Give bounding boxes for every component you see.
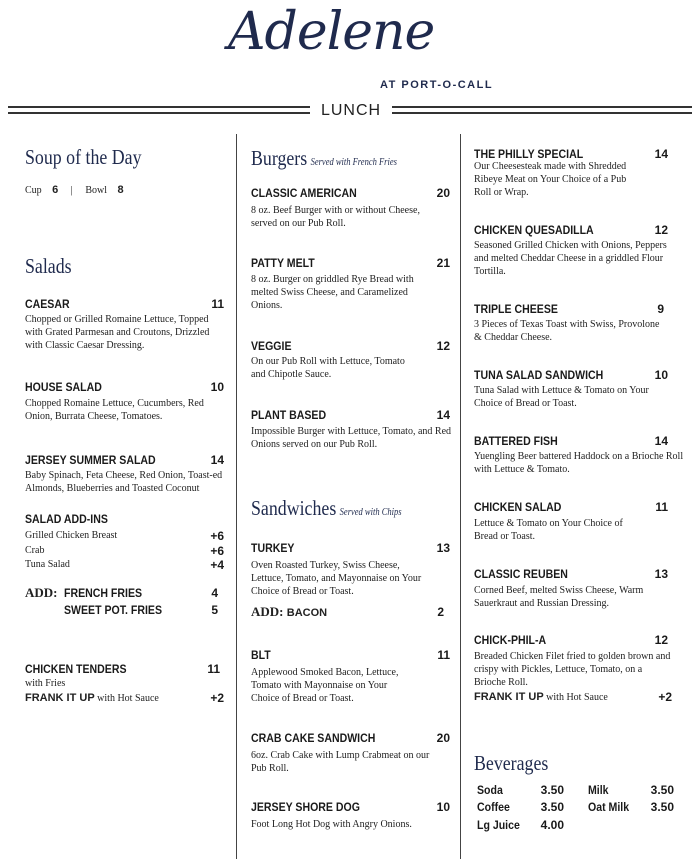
beverage-name: Oat Milk <box>588 800 630 814</box>
logo: Adelene <box>228 2 435 62</box>
salad-price: 14 <box>210 453 224 467</box>
sandwich-price: 11 <box>437 648 450 662</box>
sandwiches-title-text: Sandwiches <box>251 496 337 520</box>
sandwich-name: CRAB CAKE SANDWICH <box>251 731 376 745</box>
frank-description: with Hot Sauce <box>546 692 608 703</box>
right-item-name: TUNA SALAD SANDWICH <box>474 368 604 382</box>
right-item-description: Seasoned Grilled Chicken with Onions, Peppers and melted Cheddar Cheese in a griddled Flour Tortilla. <box>474 240 667 277</box>
sandwiches-title <box>251 496 402 521</box>
sandwiches-note: Served with Chips <box>339 507 402 518</box>
right-item-name: BATTERED FISH <box>474 434 558 448</box>
column-divider-left <box>236 134 237 859</box>
burger-name: CLASSIC AMERICAN <box>251 186 357 200</box>
burger-name: VEGGIE <box>251 339 292 353</box>
menu-title: LUNCH <box>320 102 382 119</box>
cup-price: 6 <box>52 184 59 196</box>
sandwich-description: 6oz. Crab Cake with Lump Crabmeat on our Pub Roll. <box>251 750 430 774</box>
right-item-name: CLASSIC REUBEN <box>474 567 568 581</box>
sandwich-name: JERSEY SHORE DOG <box>251 800 360 814</box>
salad-description: Chopped or Grilled Romaine Lettuce, Topped with Grated Parmesan and Croutons, Drizzled with Classic Caesar Dressing. <box>25 314 210 351</box>
right-item-price: 10 <box>654 368 668 382</box>
frank-description: with Hot Sauce <box>97 693 159 704</box>
burger-name: PLANT BASED <box>251 408 327 422</box>
sandwich-price: 13 <box>436 541 450 555</box>
right-item-price: 14 <box>654 147 668 161</box>
beverage-name: Lg Juice <box>477 818 520 832</box>
frank-label: FRANK IT UP <box>25 692 95 704</box>
salad-name: JERSEY SUMMER SALAD <box>25 453 156 467</box>
tenders-description: with Fries <box>25 678 66 689</box>
right-item-description: Lettuce & Tomato on Your Choice of Bread or Toast. <box>474 518 623 542</box>
right-item-price: 13 <box>654 567 668 581</box>
salad-price: 10 <box>210 380 224 394</box>
burger-price: 14 <box>436 408 450 422</box>
soup-sizes <box>25 184 124 196</box>
right-item-name: CHICKEN QUESADILLA <box>474 223 594 237</box>
burger-description: Impossible Burger with Lettuce, Tomato, and Red Onions served on our Pub Roll. <box>251 426 452 450</box>
right-item-description: Tuna Salad with Lettuce & Tomato on Your Choice of Bread or Toast. <box>474 385 649 409</box>
beverage-name: Coffee <box>477 800 510 814</box>
frank-label: FRANK IT UP <box>474 691 544 703</box>
addin-name: Grilled Chicken Breast <box>25 530 118 541</box>
right-item-description: Our Cheesesteak made with Shredded Ribeye Meat on Your Choice of a Pub Roll or Wrap. <box>474 161 627 198</box>
burgers-title <box>251 146 397 171</box>
add-fries-price: 4 <box>211 586 218 600</box>
right-item-name: CHICKEN SALAD <box>474 500 562 514</box>
beverage-price: 4.00 <box>540 818 564 832</box>
sandwich-price: 20 <box>436 731 450 745</box>
header-rule-left <box>8 104 310 118</box>
header-rule-right <box>392 104 692 118</box>
tenders-name: CHICKEN TENDERS <box>25 662 127 676</box>
burger-price: 20 <box>436 186 450 200</box>
bowl-price: 8 <box>117 184 124 196</box>
salads-title: Salads <box>25 254 72 278</box>
right-frank <box>474 691 608 703</box>
sandwich-price: 10 <box>436 800 450 814</box>
cup-label: Cup <box>25 185 42 196</box>
right-item-name: CHICK-PHIL-A <box>474 633 547 647</box>
beverage-price: 3.50 <box>650 783 674 797</box>
soup-separator: | <box>70 185 73 196</box>
addin-price: +6 <box>210 544 224 558</box>
beverage-name: Soda <box>477 783 503 797</box>
addin-name: Tuna Salad <box>25 559 70 570</box>
burgers-note: Served with French Fries <box>310 157 397 168</box>
addin-price: +4 <box>210 558 224 572</box>
sandwich-description: Foot Long Hot Dog with Angry Onions. <box>251 819 412 830</box>
right-item-price: 12 <box>654 223 668 237</box>
add-label: ADD: <box>25 585 58 600</box>
salad-name: HOUSE SALAD <box>25 380 102 394</box>
beverages-title: Beverages <box>474 751 549 775</box>
sandwich-name: TURKEY <box>251 541 295 555</box>
sandwich-add-item: BACON <box>286 607 328 619</box>
add-sweet-fries-name: SWEET POT. FRIES <box>64 603 162 617</box>
addins-title: SALAD ADD-INS <box>25 512 108 526</box>
right-item-description: Yuengling Beer battered Haddock on a Brioche Roll with Lettuce & Tomato. <box>474 451 684 475</box>
tenders-price: 11 <box>207 662 220 676</box>
addin-price: +6 <box>210 529 224 543</box>
right-item-price: 11 <box>655 500 668 514</box>
sandwich-add-price: 2 <box>437 605 444 619</box>
frank-price: +2 <box>210 691 224 705</box>
right-item-description: Breaded Chicken Filet fried to golden brown and crispy with Pickles, Lettuce, Tomato, on a Brioche Roll. <box>474 651 671 688</box>
right-item-description: 3 Pieces of Texas Toast with Swiss, Provolone & Cheddar Cheese. <box>474 319 660 343</box>
beverage-price: 3.50 <box>650 800 674 814</box>
salad-description: Baby Spinach, Feta Cheese, Red Onion, Toast-ed Almonds, Blueberries and Toasted Coconut <box>25 470 223 494</box>
column-divider-right <box>460 134 461 859</box>
right-item-name: TRIPLE CHEESE <box>474 302 558 316</box>
beverage-price: 3.50 <box>540 800 564 814</box>
salad-description: Chopped Romaine Lettuce, Cucumbers, Red Onion, Burrata Cheese, Tomatoes. <box>25 398 204 422</box>
add-fries-name: FRENCH FRIES <box>64 586 143 600</box>
soup-title: Soup of the Day <box>25 145 142 169</box>
salad-price: 11 <box>211 297 224 311</box>
sandwich-add-label: ADD: <box>251 604 284 619</box>
right-item-price: 12 <box>654 633 668 647</box>
sandwich-description: Applewood Smoked Bacon, Lettuce, Tomato with Mayonnaise on Your Choice of Bread or Toast. <box>251 667 399 704</box>
frank-price: +2 <box>658 690 672 704</box>
sandwich-description: Oven Roasted Turkey, Swiss Cheese, Lettuce, Tomato, and Mayonnaise on Your Choice of Bread or Toast. <box>251 560 422 597</box>
beverage-name: Milk <box>588 783 609 797</box>
salad-name: CAESAR <box>25 297 70 311</box>
add-sweet-fries-price: 5 <box>211 603 218 617</box>
right-item-name: THE PHILLY SPECIAL <box>474 147 584 161</box>
addin-name: Crab <box>25 545 45 556</box>
burger-price: 12 <box>436 339 450 353</box>
sandwich-add <box>251 604 327 620</box>
burger-description: 8 oz. Burger on griddled Rye Bread with melted Swiss Cheese, and Caramelized Onions. <box>251 274 414 311</box>
logo-subtitle: AT PORT-O-CALL <box>380 79 494 91</box>
sandwich-name: BLT <box>251 648 271 662</box>
tenders-frank <box>25 692 159 704</box>
burger-description: 8 oz. Beef Burger with or without Cheese, served on our Pub Roll. <box>251 205 420 229</box>
burger-name: PATTY MELT <box>251 256 315 270</box>
right-item-price: 14 <box>654 434 668 448</box>
bowl-label: Bowl <box>85 185 107 196</box>
burgers-title-text: Burgers <box>251 146 308 170</box>
burger-description: On our Pub Roll with Lettuce, Tomato and Chipotle Sauce. <box>251 356 405 380</box>
right-item-description: Corned Beef, melted Swiss Cheese, Warm Sauerkraut and Russian Dressing. <box>474 585 644 609</box>
burger-price: 21 <box>436 256 450 270</box>
right-item-price: 9 <box>657 302 664 316</box>
beverage-price: 3.50 <box>540 783 564 797</box>
